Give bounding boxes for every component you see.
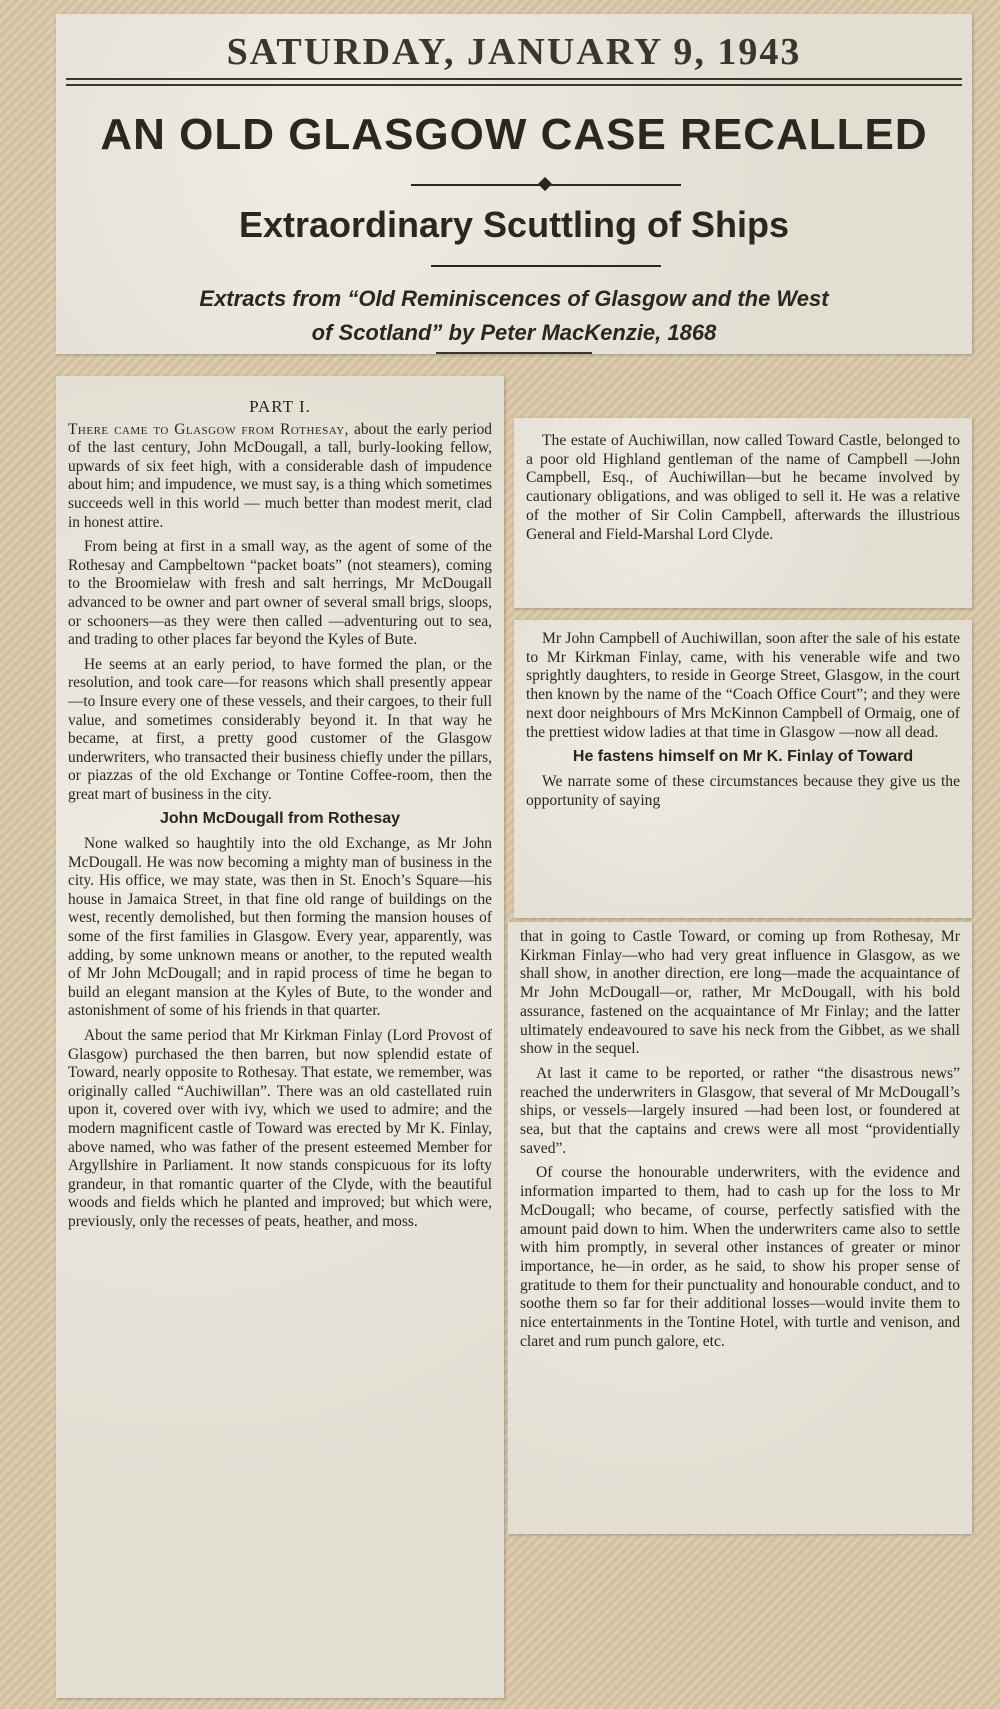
section-heading-finlay: He fastens himself on Mr K. Finlay of Toward xyxy=(572,748,914,766)
subheadline: Extraordinary Scuttling of Ships xyxy=(238,204,790,245)
right-text-1 xyxy=(526,432,960,550)
right-paragraph-3: We narrate some of these circumstances because they give us the opportunity of saying xyxy=(526,772,960,809)
header-clipping xyxy=(56,14,972,354)
right-paragraph-6: Of course the honourable underwriters, with the evidence and information imparted to them, had to cash up for the loss to Mr McDougall; who became, of course, perfectly satisfied with the amount paid down to him. When the underwriters came also to settle with him promptly, in several other instances of greater or minor importance, he—in order, as he said, to show his proper sense of gratitude to them for their punctuality and honourable conduct, and to soothe them so far for their additional losses—would invite them to nice entertainments in the Tontine Hotel, with turtle and venison, and claret and rum punch galore, etc. xyxy=(520,1164,960,1350)
left-paragraph-2: From being at first in a small way, as the agent of some of the Rothesay and Campbeltown “packet boats” (not steamers), coming to the Broomielaw with fresh and salt herrings, Mr McDougall advanced to be owner and part owner of several small brigs, sloops, or schooners—as they were then called —adventuring out to sea, and trading to other places far beyond the Kyles of Bute. xyxy=(68,538,492,649)
headline: AN OLD GLASGOW CASE RECALLED xyxy=(100,110,928,159)
left-paragraph-1 xyxy=(68,421,492,533)
left-paragraph-4: None walked so haughtily into the old Exchange, as Mr John McDougall. He was now becoming a mighty man of business in the city. His office, we may state, was then in St. Enoch’s Square—his house in Jamaica Street, in that fine old range of buildings on the west, recently demolished, but then forming the mansion houses of some of the first families in Glasgow. Every year, apparently, was adding, by some unknown means or another, to the reputed wealth of Mr John McDougall; and in rapid process of time he began to build an elegant mansion at the Kyles of Bute, to the wonder and astonishment of some of his friends in that quarter. xyxy=(68,835,492,1020)
ornament-diamond xyxy=(538,177,552,191)
left-paragraph-5: About the same period that Mr Kirkman Finlay (Lord Provost of Glasgow) purchased the then barren, but now splendid estate of Toward, nearly opposite to Rothesay. That estate, we remember, was originally called “Auchiwillan”. There was an old castellated ruin upon it, covered over with ivy, which we used to admire; and the modern magnificent castle of Toward was erected by Mr K. Finlay, above named, who was father of the present esteemed Member for Argyllshire in Parliament. It now stands conspicuous for its lofty grandeur, in that romantic quarter of the Clyde, with the beautiful woods and fields which he planted and improved; but which were, previously, only the recesses of peats, heather, and moss. xyxy=(68,1027,492,1230)
extract-caption xyxy=(96,282,932,350)
left-paragraph-3: He seems at an early period, to have formed the plan, or the resolution, and took care—for reasons which shall presently appear—to Insure every one of these vessels, and their cargoes, to their full value, and sometimes considerably beyond it. In that way he became, at first, a pretty good customer of the Glasgow underwriters, who transacted their business chiefly under the pillars, or piazzas of the old Exchange or Tontine Coffee-room, then the great mart of business in the city. xyxy=(68,655,492,803)
left-paragraph-1-text: about the early period of the last century, John McDougall, a tall, burly-looking fellow, upwards of six feet high, with a considerable dash of impudence about him; and impudence, we must say, is a thing which sometimes succeeds well in this world — much better than modest merit, clad in honest attire. xyxy=(68,420,492,531)
header-rule-top xyxy=(66,78,962,80)
section-heading-mcdougall: John McDougall from Rothesay xyxy=(159,810,401,828)
right-clipping-3 xyxy=(508,922,972,1534)
part-label: PART I. xyxy=(249,397,311,416)
right-paragraph-5: At last it came to be reported, or rather “the disastrous news” reached the underwriters in Glasgow, that several of Mr McDougall’s ships, or vessels—largely insured —had been lost, or foundered at sea, but that the captains and crews were all most “providentially saved”. xyxy=(520,1064,960,1157)
right-clipping-1 xyxy=(514,418,972,608)
left-column-text xyxy=(68,398,492,1238)
right-text-2 xyxy=(526,630,960,816)
opening-smallcaps: There came to Glasgow from Rothesay, xyxy=(68,420,350,438)
header-rule-bottom xyxy=(436,352,592,354)
dateline: SATURDAY, JANUARY 9, 1943 xyxy=(226,31,802,73)
left-column-clipping xyxy=(56,376,504,1698)
extract-line-2: of Scotland” by Peter MacKenzie, 1868 xyxy=(311,320,717,345)
right-paragraph-4: that in going to Castle Toward, or coming up from Rothesay, Mr Kirkman Finlay—who had very great influence in Glasgow, as we shall show, in another direction, ere long—made the acquaintance of Mr John McDougall—or, rather, Mr McDougall, with his bold assurance, fastened on the acquaintance of Mr Finlay; and the latter ultimately endeavoured to save his neck from the Gibbet, as we shall show in the sequel. xyxy=(520,928,960,1058)
extract-line-1: Extracts from “Old Reminiscences of Glasgow and the West xyxy=(199,286,829,311)
right-text-3 xyxy=(520,928,960,1357)
right-paragraph-1: The estate of Auchiwillan, now called Toward Castle, belonged to a poor old Highland gentleman of the name of Campbell —John Campbell, Esq., of Auchiwillan—but he became involved by cautionary obligations, and was obliged to sell it. He was a relative of the mother of Sir Colin Campbell, afterwards the illustrious General and Field-Marshal Lord Clyde. xyxy=(526,432,960,543)
subhead-rule xyxy=(431,265,661,267)
right-clipping-2 xyxy=(514,620,972,918)
header-rule-double xyxy=(66,84,962,86)
right-paragraph-2: Mr John Campbell of Auchiwillan, soon after the sale of his estate to Mr Kirkman Finlay, came, with his venerable wife and two sprightly daughters, to reside in George Street, Glasgow, in the court then known by the name of the “Coach Office Court”; and they were next door neighbours of Mrs McKinnon Campbell of Ormaig, one of the prettiest widow ladies at that time in Glasgow —now all dead. xyxy=(526,630,960,741)
